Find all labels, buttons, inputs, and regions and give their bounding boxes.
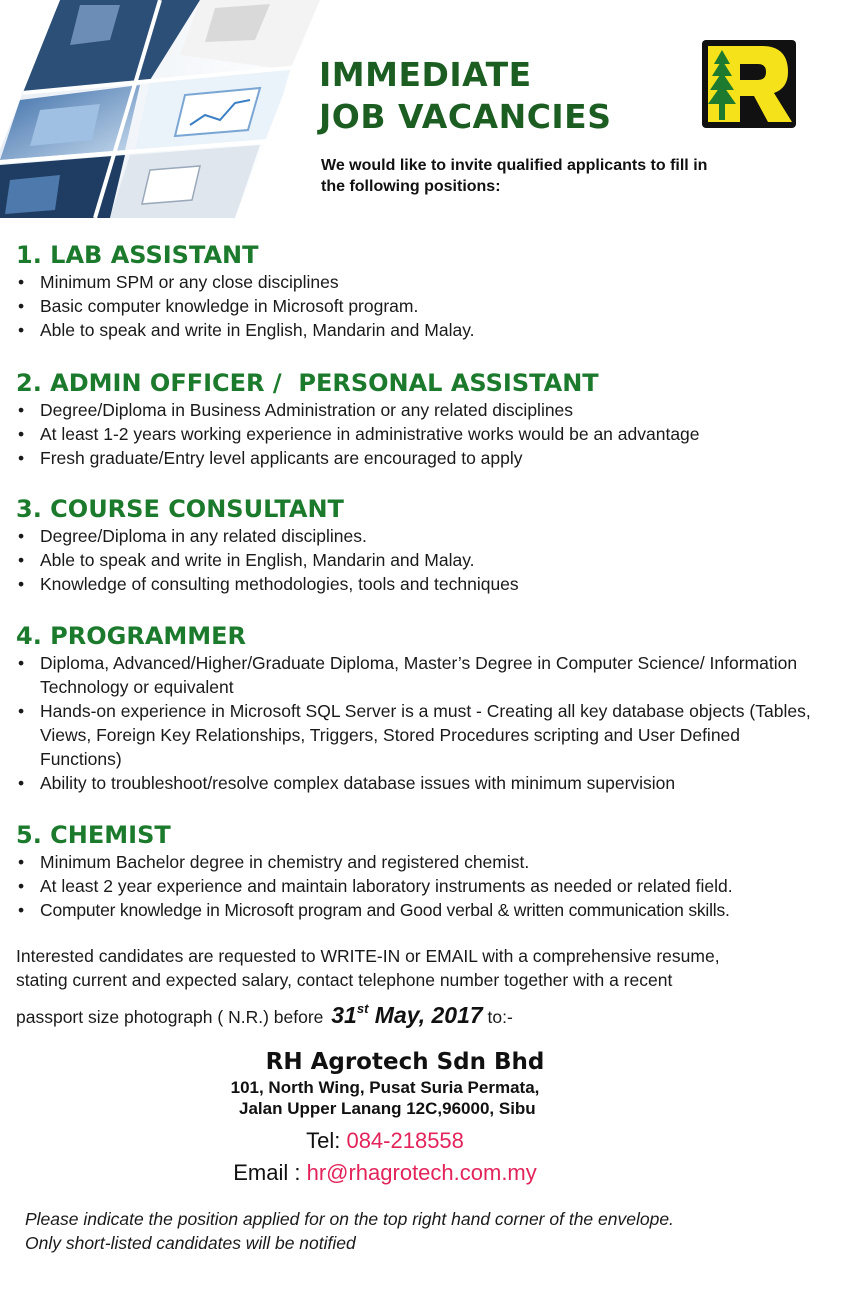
application-line-1: Interested candidates are requested to WRITE-IN or EMAIL with a comprehensive resume, — [16, 946, 720, 966]
requirement-item: • Minimum SPM or any close disciplines — [18, 272, 339, 292]
headline-line-2: JOB VACANCIES — [319, 97, 612, 136]
position-title: 3. COURSE CONSULTANT — [16, 495, 344, 523]
requirement-item: • Degree/Diploma in any related disciplines. — [18, 526, 367, 546]
requirement-item: • Diploma, Advanced/Higher/Graduate Diploma, Master’s Degree in Computer Science/ Information Technology or equivalent — [18, 653, 798, 697]
requirement-item: • Fresh graduate/Entry level applicants are encouraged to apply — [18, 448, 523, 468]
position-title: 5. CHEMIST — [16, 821, 171, 849]
requirement-item: • Computer knowledge in Microsoft program and Good verbal & written communication skills. — [18, 900, 730, 920]
requirement-item: • Minimum Bachelor degree in chemistry and registered chemist. — [18, 852, 530, 872]
requirement-item: • At least 2 year experience and maintain laboratory instruments as needed or related field. — [18, 876, 733, 896]
intro-line-2: the following positions: — [321, 178, 501, 195]
application-line-2: stating current and expected salary, contact telephone number together with a recent — [16, 970, 673, 990]
deadline-date: 31st May, 2017 — [331, 1001, 483, 1028]
application-instructions — [16, 944, 846, 1029]
requirement-item: • Able to speak and write in English, Mandarin and Malay. — [18, 320, 475, 340]
telephone-line: Tel: 084-218558 — [306, 1128, 464, 1153]
position-lab-assistant — [16, 240, 475, 342]
position-title: 2. ADMIN OFFICER / PERSONAL ASSISTANT — [16, 369, 599, 397]
intro-line-1: We would like to invite qualified applicants to fill in — [321, 157, 708, 174]
position-programmer — [16, 621, 816, 795]
headline-line-1: IMMEDIATE — [319, 55, 532, 94]
note-line-2: Only short-listed candidates will be notified — [25, 1233, 356, 1253]
telephone-number: 084-218558 — [346, 1128, 464, 1153]
company-address-block — [0, 1047, 770, 1119]
header-collage-image — [0, 0, 320, 218]
application-line-3: passport size photograph ( N.R.) before 31st May, 2017 to:- — [16, 1001, 513, 1028]
company-logo — [700, 38, 798, 130]
position-chemist — [16, 820, 733, 922]
requirement-item: • At least 1-2 years working experience in administrative works would be an advantage — [18, 424, 700, 444]
address-line-1: 101, North Wing, Pusat Suria Permata, — [230, 1078, 540, 1097]
position-admin-officer — [16, 368, 700, 470]
email-address[interactable]: hr@rhagrotech.com.my — [306, 1160, 537, 1185]
company-name: RH Agrotech Sdn Bhd — [265, 1049, 545, 1075]
address-line-2: Jalan Upper Lanang 12C,96000, Sibu — [234, 1099, 536, 1118]
requirement-item: • Basic computer knowledge in Microsoft program. — [18, 296, 419, 316]
requirement-item: • Degree/Diploma in Business Administration or any related disciplines — [18, 400, 574, 420]
requirement-item: • Hands-on experience in Microsoft SQL Server is a must - Creating all key database objects (Tables, Views, Foreign Key Relationships, Triggers, Stored Procedures scripting and User Defined Functions) — [18, 701, 811, 769]
position-title: 4. PROGRAMMER — [16, 622, 247, 650]
contact-block — [0, 1125, 770, 1189]
email-line: Email : hr@rhagrotech.com.my — [233, 1160, 537, 1185]
intro-text — [321, 155, 821, 197]
requirement-item: • Ability to troubleshoot/resolve complex database issues with minimum supervision — [18, 773, 676, 793]
footer-notes — [25, 1207, 825, 1255]
headline — [319, 54, 699, 138]
requirement-item: • Able to speak and write in English, Mandarin and Malay. — [18, 550, 475, 570]
position-title: 1. LAB ASSISTANT — [16, 241, 259, 269]
position-course-consultant — [16, 494, 519, 596]
note-line-1: Please indicate the position applied for on the top right hand corner of the envelope. — [25, 1209, 674, 1229]
requirement-item: • Knowledge of consulting methodologies, tools and techniques — [18, 574, 519, 594]
